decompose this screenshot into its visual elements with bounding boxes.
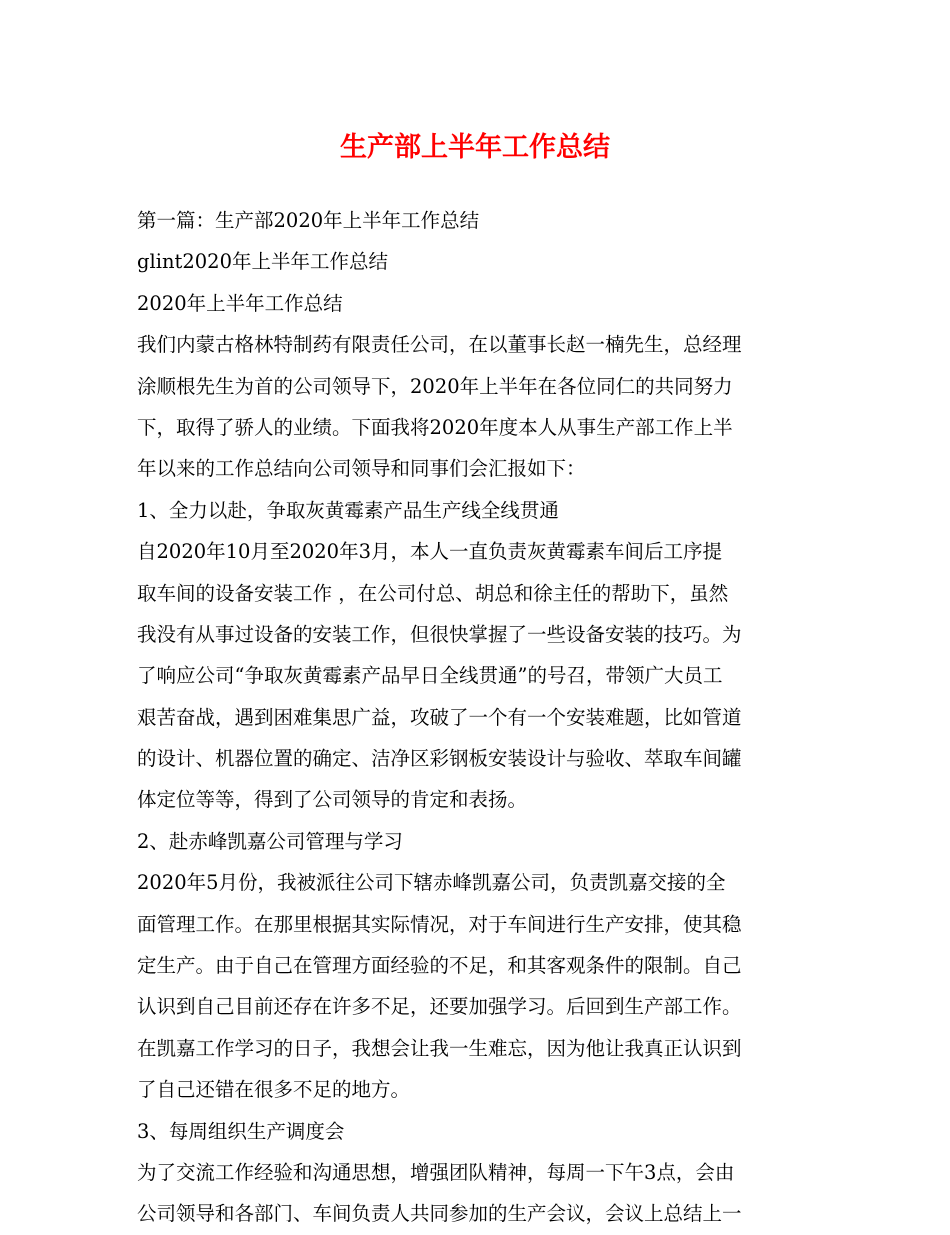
body-line: 的设计、机器位置的确定、洁净区彩钢板安装设计与验收、萃取车间罐 (137, 747, 742, 771)
body-line: 定生产。由于自己在管理方面经验的不足，和其客观条件的限制。自己 (137, 954, 742, 978)
body-line: 取车间的设备安装工作 ，在公司付总、胡总和徐主任的帮助下，虽然 (137, 581, 729, 605)
section-heading: 2、赴赤峰凯嘉公司管理与学习 (137, 829, 403, 853)
body-line: 体定位等等，得到了公司领导的肯定和表扬。 (137, 788, 528, 812)
body-line: 我们内蒙古格林特制药有限责任公司，在以董事长赵一楠先生，总经理 (137, 333, 742, 357)
body-line: 了响应公司“争取灰黄霉素产品早日全线贯通”的号召，带领广大员工 (137, 664, 723, 688)
body-line: 为了交流工作经验和沟通思想，增强团队精神，每周一下午3点，会由 (137, 1160, 735, 1184)
body-line: 下，取得了骄人的业绩。下面我将2020年度本人从事生产部工作上半 (137, 415, 733, 439)
body-line: 在凯嘉工作学习的日子，我想会让我一生难忘，因为他让我真正认识到 (137, 1036, 742, 1060)
body-line: 了自己还错在很多不足的地方。 (137, 1078, 411, 1102)
body-line: 年以来的工作总结向公司领导和同事们会汇报如下： (137, 457, 586, 481)
body-line: 艰苦奋战，遇到困难集思广益，攻破了一个有一个安装难题，比如管道 (137, 705, 742, 729)
section-heading: 3、每周组织生产调度会 (137, 1119, 345, 1143)
body-line: 我没有从事过设备的安装工作，但很快掌握了一些设备安装的技巧。为 (137, 622, 742, 646)
body-line: 自2020年10月至2020年3月，本人一直负责灰黄霉素车间后工序提 (137, 540, 722, 564)
document-title: 生产部上半年工作总结 (340, 132, 610, 163)
body-line: 第一篇：生产部2020年上半年工作总结 (137, 209, 480, 232)
body-line: 涂顺根先生为首的公司领导下，2020年上半年在各位同仁的共同努力 (137, 374, 733, 398)
body-line: 2020年上半年工作总结 (137, 291, 343, 315)
body-line: 认识到自己目前还存在许多不足，还要加强学习。后回到生产部工作。 (137, 995, 742, 1019)
body-line: 2020年5月份，我被派往公司下辖赤峰凯嘉公司，负责凯嘉交接的全 (137, 871, 726, 895)
section-heading: 1、全力以赴，争取灰黄霉素产品生产线全线贯通 (137, 498, 559, 522)
document-body (137, 200, 827, 1235)
body-line: 公司领导和各部门、车间负责人共同参加的生产会议，会议上总结上一 (137, 1202, 742, 1226)
body-line: glint2020年上半年工作总结 (137, 250, 388, 274)
body-line: 面管理工作。在那里根据其实际情况，对于车间进行生产安排，使其稳 (137, 912, 742, 936)
